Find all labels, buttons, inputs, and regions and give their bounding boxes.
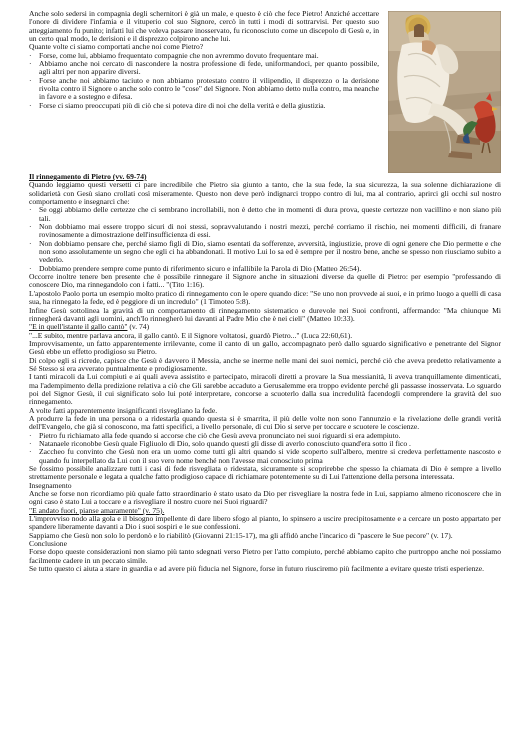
paragraph-insegnamento: Anche se forse non ricordiamo più quale fatto straordinario è stato usato da Dio per risvegliare la nostra fede in Lui, sappiamo almeno riconoscere che in ogni caso è stato Lui a toccare e a risvegliare il nostro cuore nei Suoi riguardi? [29,489,501,507]
document-content [29,10,501,574]
quote-pianse: "E andato fuori, pianse amaramente" (v. 75). [29,505,165,515]
paragraph-sappiamo: Sappiamo che Gesù non solo lo perdonò e lo riabilitò (Giovanni 21:15-17), ma gli affidò anche l'incarico di "pascere le Sue pecore" (v. 17). [29,530,453,540]
intro-bullet: · Abbiamo anche noi cercato di nascondere la nostra professione di fede, uniformandoci, per quanto possibile, agli altri per non apparire diversi. [29,59,379,77]
paragraph-improvvisamente: Improvvisamente, un fatto apparentemente irrilevante, come il canto di un gallo, accompagnato però dallo sguardo significativo e penetrante del Signor Gesù ebbe un effetto prodigioso su Pietro. [29,338,501,357]
bullet-mark: · [29,50,32,60]
paragraph-occorre: Occorre inoltre tenere ben presente che è possibile rinnegare il Signore anche in situazioni diverse da quelle di Pietro: per esempio "professando di conoscere Dio, ma rinnegandolo con i fatti... "(Tito 1:16). [29,272,501,290]
faith-bullet: · Zaccheo fu convinto che Gesù non era un uomo come tutti gli altri quando si vide scoperto sull'albero, mentre si credeva perfettamente nascosto e quando fu interpellato da Lui con il suo vero nome benché non l'avesse mai conosciuto prima [29,447,501,465]
intro-paragraph: Anche solo sedersi in compagnia degli schernitori è già un male, e questo è ciò che fece Pietro! Anziché accettare l'onore di dividere l'infamia e il vituperio col suo Signore, cercò in tutti i modi di sottrarvisi. Per questo suo atteggiamento fu punito; infatti lui che voleva passare inosservato, fu riconosciuto come un discepolo di Gesù e, in un certo qual modo, le derisioni e il disprezzo colpirono anche lui. [29,9,379,44]
intro-bullet: · Forse anche noi abbiamo taciuto e non abbiamo protestato contro il vilipendio, il disprezzo o la derisione rivolta contro il Signore o anche solo contro le "cose" del Signore. Non abbiamo detto nulla contro, ma neanche in favore e a sostegno e difesa. [29,75,379,102]
bullet-mark: · [29,263,32,273]
quote-gallo-ref: (v. 74) [129,322,150,332]
intro-bullet: · Forse ci siamo preoccupati più di ciò che si poteva dire di noi che della verità e della giustizia. [29,100,326,110]
bullet-mark: · [29,59,32,69]
bullet-mark: · [29,100,32,110]
paragraph-produrre: A produrre la fede in una persona o a ridestarla quando questa si è smarrita, il più delle volte non sono l'annunzio e la rivelazione delle grandi verità dell'Evangelo, che già si conoscono, ma fatti specifici, a livello personale, di cui Dio si serve per toccare e scuotere le coscienze. [29,413,501,432]
section-bullet: · Non dobbiamo mai essere troppo sicuri di noi stessi, sopravvalutando i nostri mezzi, perché corriamo il rischio, nei momenti difficili, di franare rovinosamente a dimostrazione dell'insufficienza di essi. [29,222,501,240]
bullet-mark: · [29,205,32,215]
peter-weeping-mosaic-image [388,11,501,173]
bullet-mark: · [29,238,32,248]
section-heading: Il rinnegamento di Pietro (vv. 69-74) [29,172,147,181]
bullet-mark: · [29,439,32,448]
paragraph-colpo: Di colpo egli si ricrede, capisce che Gesù è davvero il Messia, anche se inerme nelle mani dei suoi nemici, perché ciò che aveva predetto relativamente a Sé Stesso si era avverato puntualmente e prodigiosamente. [29,355,501,373]
paragraph-improvviso: L'improvviso nodo alla gola e il bisogno impellente di dare libero sfogo al pianto, lo spinsero a uscire precipitosamente e a cercare un posto appartato per spandere liberamente davanti a Dio i suoi sospiri e le sue confessioni. [29,514,501,532]
paragraph-volte: A volte fatti apparentemente insignificanti risvegliano la fede. [29,405,218,415]
faith-bullet: · Natanaele riconobbe Gesù quale Figliuolo di Dio, solo quando questi gli disse di averlo conosciuto quand'era sotto il fico . [29,439,411,448]
bullet-mark: · [29,222,32,232]
paragraph-luca: "...E subito, mentre parlava ancora, il gallo cantò. E il Signore voltatosi, guardò Pietro..." (Luca 22:60,61). [29,330,353,340]
paragraph-apostolo: L'apostolo Paolo porta un esempio molto pratico di rinnegamento con le opere quando dice: "Se uno non provvede ai suoi, e in primo luogo a quelli di casa sua, ha rinnegato la fede, ed è peggiore di un incredulo" (1 Timoteo 5:8). [29,288,501,307]
paragraph-conclusione: Forse dopo queste considerazioni non siamo più tanto sdegnati verso Pietro per l'atto compiuto, perché abbiamo capito che purtroppo anche noi possiamo facilmente cadere in un peccato simile. [29,547,501,565]
quote-gallo: "E in quell'istante il gallo cantò" [29,322,128,332]
paragraph-fossimo: Se fossimo possibile analizzare tutti i casi di fede risvegliata o ridestata, sicuramente si scoprirebbe che spesso la chiamata di Dio è sempre a livello strettamente personale e legata a qualche fatto prodigioso capace di richiamare potentemente su di Lui l'attenzione della persona interessata. [29,464,501,482]
intro-bullet: · Forse, come lui, abbiamo frequentato compagnie che non avremmo dovuto frequentare mai. [29,50,319,60]
question-line: Quante volte ci siamo comportati anche noi come Pietro? [29,42,204,52]
top-section [29,10,501,173]
section-bullet: · Se oggi abbiamo delle certezze che ci sembrano incrollabili, non è detto che in momenti di dura prova, queste certezze non vacillino e non siano più tali. [29,205,501,223]
section-bullet: · Non dobbiamo pensare che, perché siamo figli di Dio, siamo esentati da sofferenze, avversità, ingiustizie, prove di ogni genere che Dio permette e che non sono assolutamente un segno che egli ci ha abbandonati. Il motivo Lui lo sa ed è sempre per il nostro bene, anche se spesso non riusciamo subito a vederlo. [29,238,501,265]
paragraph-tanti: I tanti miracoli da Lui compiuti e ai quali aveva assistito e partecipato, miracoli diretti a provare la Sua messianità, li aveva tranquillamente dimenticati, ma l'adempimento della predizione relativa a ciò che Gli sarebbe accaduto a Gerusalemme era troppo evidente perché gli passasse inosservata. Lo sguardo poi del Signor Gesù, il cui significato solo lui poté interpretare, concorse a scuoterlo dalla sua incredulità facendogli comprendere la gravità del suo rinnegamento. [29,372,501,407]
conclusione-heading: Conclusione [29,539,67,549]
faith-bullet: · Pietro fu richiamato alla fede quando si accorse che ciò che Gesù aveva pronunciato nei suoi riguardi si era adempiuto. [29,430,401,440]
bullet-mark: · [29,75,32,85]
section-paragraph: Quando leggiamo questi versetti ci pare incredibile che Pietro sia giunto a tanto, che la sua fede, la sua sicurezza, la sua solenne dichiarazione di solidarietà con Gesù siano crollati così miseramente. Questo non deve però indignarci troppo contro di lui, ma al contrario, aprirci gli occhi sul nostro comportamento e insegnarci che: [29,180,501,207]
bullet-mark: · [29,430,32,440]
insegnamento-heading: Insegnamento [29,480,72,490]
top-text-column [29,10,379,173]
paragraph-infine: Infine Gesù sottolinea la gravità di un comportamento di rinnegamento sistematico e durevole nei Suoi confronti, affermando: "Ma chiunque Mi rinnegherà davanti agli uomini, anch'Io rinnegherò lui davanti al Padre Mio che è nei cieli" (Matteo 10:33). [29,305,501,323]
bullet-mark: · [29,447,32,457]
paragraph-finale: Se tutto questo ci aiuta a stare in guardia e ad avere più fiducia nel Signore, forse in futuro riusciremo più facilmente a evitare queste tristi esperienze. [29,564,485,574]
section-bullet: · Dobbiamo prendere sempre come punto di riferimento sicuro e infallibile la Parola di Dio (Matteo 26:54). [29,263,362,273]
